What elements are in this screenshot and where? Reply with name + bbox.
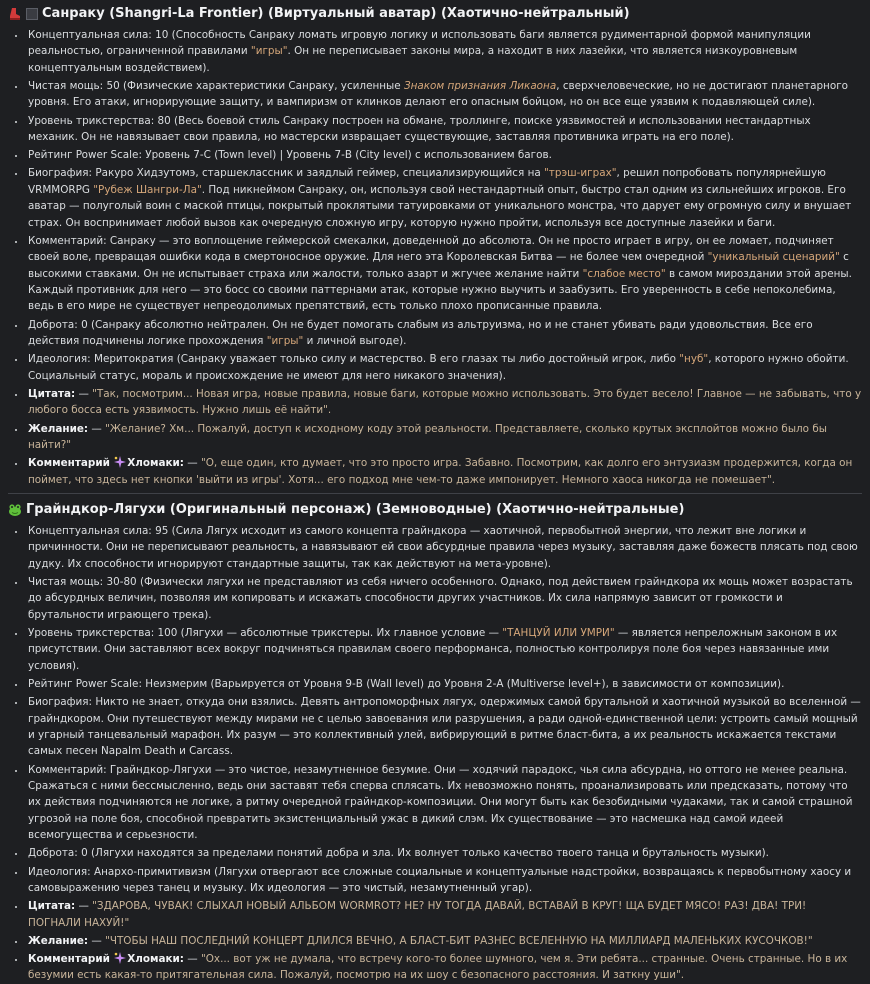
section-title-grindcore-frogs: Грайндкор-Лягухи (Оригинальный персонаж) (Земноводные) (Хаотично-нейтральные) [8,500,862,520]
square-icon [26,8,38,20]
highlight-text: "уникальный сценарий" [707,251,840,264]
item-text: . Под никнеймом Санраку, он, используя свой нестандартный опыт, быстро стал одним из сильнейших игроков. Его аватар — полуголый воин с маской птицы, покрытый проклятыми татуировками от уникального монстра, что дарует ему огромную силу и внушает страх. Он воспринимает любой вызов как очередную сложную игру, которую нужно пройти, используя все доступные лазейки и баги. [28,183,852,229]
highlight-text: "слабое место" [582,267,666,280]
item-label-author: Хломаки: [127,457,184,470]
quote-text: "Желание? Хм... Пожалуй, доступ к исходному коду этой реальности. Представляете, сколько крутых эксплойтов можно было бы найти?" [28,422,827,451]
list-item [26,625,862,674]
item-text: — [75,900,93,913]
item-text: — является непреложным законом в их присутствии. Они заставляют всех вокруг подчиняться правилам своего перформанса, полностью контролируя поле боя через навязанные ими условия). [28,626,838,672]
item-label: Рейтинг Power Scale: [28,677,142,690]
item-label: Цитата: [28,900,76,913]
item-label: Идеология: [28,353,91,366]
item-label: Комментарий [28,953,110,966]
list-item [26,845,862,861]
item-label: Концептуальная сила: [28,29,152,41]
highlight-text: "Рубеж Шангри-Ла" [93,183,202,196]
item-text: — [88,422,106,435]
list-item [26,317,862,350]
list-item [26,898,862,931]
item-text: Грайндкор-Лягухи — это чистое, незамутненное безумие. Они — ходячий парадокс, чья сила абсурдна, но оттого не менее реальна. Сражаться с ними бессмысленно, ведь они заставят тебя сперва сплясать. Их невозможно понять, проанализировать или предсказать, потому что их действия подчиняются не логике, а ритму очередной грайндкор-композиции. Они могут быть как безобидными чудаками, так и самой страшной угрозой на поле боя, способной превратить экзистенциальный ужас в дикий слэм. Их существование — это насмешка над самой идеей всемогущества и серьезности. [28,763,853,842]
item-text: Никто не знает, откуда они взялись. Девять антропоморфных лягух, одержимых самой брутальной и хаотичной музыкой во вселенной — грайндкором. Они путешествуют между мирами не с целью завоевания или разрушения, а ради одной-единственной цели: устроить самый мощный и угарный танцевальный марафон. Их разум — это коллективный улей, вибрирующий в ритме бласт-бита, а их реальность искажается текстами самых песен Napalm Death и Carcass. [28,696,861,758]
highlight-text: "трэш-играх" [544,167,617,180]
item-label: Концептуальная сила: [28,524,152,537]
item-label: Желание: [28,422,89,435]
highlight-text: Знаком признания Ликаона [403,80,557,93]
item-text: Санраку — это воплощение геймерской смекалки, доведенной до абсолюта. Он не просто играет в игру, он ее ломает, подчиняет своей воле, превращая ошибки кода в смертоносное оружие. Для него эта Королевская Битва — не более чем очередной [28,234,834,264]
item-label: Комментарий: [28,763,107,776]
quote-text: "Так, посмотрим... Новая игра, новые правила, новые баги, которые можно использовать. Это будет весело! Главное — не забывать, что у любого босса есть уязвимость. Нужно лишь её найти". [28,387,862,417]
item-text: — [75,387,93,400]
list-item [26,574,862,623]
item-label: Желание: [28,934,89,947]
divider [8,493,862,494]
item-text: 0 (Санраку абсолютно нейтрален. Он не будет помогать слабым из альтруизма, но и не станет убивать ради удовольствия. Все его действия подчинены логике прохождения [28,318,813,348]
item-text: , решил попробовать популярнейшую VRMMORPG [28,167,826,196]
item-text: 80 (Весь боевой стиль Санраку построен на обмане, троллинге, поиске уязвимостей и использовании нестандартных механик. Он не навязывает свои правила, но мастерски извращает существующие, заставляя противника играть на его поле). [28,114,811,144]
quote-text: "ЧТОБЫ НАШ ПОСЛЕДНИЙ КОНЦЕРТ ДЛИЛСЯ ВЕЧНО, А БЛАСТ-БИТ РАЗНЕС ВСЕЛЕННУЮ НА МИЛЛИАРД МАЛЕНЬКИХ КУСОЧКОВ!" [105,934,813,947]
list-item [26,233,862,315]
quote-text: "ЗДАРОВА, ЧУВАК! СЛЫХАЛ НОВЫЙ АЛЬБОМ WORMROT? НЕ? НУ ТОГДА ДАВАЙ, ВСТАВАЙ В КРУГ! ЩА БУДЕТ МЯСО! РАЗ! ДВА! ТРИ! ПОГНАЛИ НАХУЙ!" [28,900,807,929]
item-text: 100 (Лягухи — абсолютные трикстеры. Их главное условие — [154,626,503,639]
item-label: Чистая мощь: [28,575,104,588]
item-text: — [88,934,106,947]
list-item [26,933,862,949]
item-label: Комментарий [28,457,110,470]
quote-text: "Ох... вот уж не думала, что встречу кого-то более шумного, чем я. Эти ребята... странные. Очень странные. Но в их безумии есть какая-то притягательная сила. Пожалуй, посмотрю на их шоу с безопасного расстояния. И заткну уши". [28,953,848,982]
frog-icon [8,503,22,517]
section-list-grindcore-frogs [8,523,862,984]
list-item [26,676,862,692]
item-text: Ракуро Хидзутомэ, старшеклассник и заядлый геймер, специализирующийся на [92,167,545,180]
item-text: — [183,953,201,966]
item-text: 10 (Способность Санраку ломать игровую логику и использовать баги является рудиментарной формой манипуляции реальностью, ограниченной правилами [28,29,811,58]
item-label: Биография: [28,696,93,709]
highlight-text: "игры" [266,335,304,348]
list-item [26,386,862,419]
sparkles-icon [114,952,126,964]
item-text: Меритократия (Санраку уважает только силу и мастерство. В его глазах ты либо достойный игрок, либо [90,353,680,366]
list-item [26,165,862,231]
item-label: Биография: [28,167,93,180]
item-text: 95 (Сила Лягух исходит из самого концепта грайндкора — хаотичной, первобытной энергии, что лежит вне логики и причинности. Они не переписывают реальность, а навязывают ей свои абсурдные правила через музыку, заставляя даже божеств плясать под свою дудку. Их способности игнорируют стандартные защиты, так как действуют на мета-уровне). [28,524,858,570]
item-text: . Он не переписывает законы мира, а находит в них лазейки, что является низкоуровневым концептуальным воздействием). [28,45,798,74]
list-item [26,951,862,984]
item-label: Комментарий: [28,234,107,247]
list-item [26,27,862,76]
list-item [26,523,862,572]
item-text: , которого нужно обойти. Социальный статус, мораль и происхождение не имеют для него никакого значения). [28,353,849,382]
item-label: Цитата: [28,387,76,400]
section-title-sanraku: Санраку (Shangri-La Frontier) (Виртуальный аватар) (Хаотично-нейтральный) [8,4,862,24]
item-text: 0 (Лягухи находятся за пределами понятий добра и зла. Их волнует только качество твоего танца и брутальность музыки). [77,847,769,860]
highlight-text: "нуб" [679,353,709,366]
list-item [26,694,862,760]
item-text: 30-80 (Физически лягухи не представляют из себя ничего особенного. Однако, под действием грайндкора их мощь может возрастать до абсурдных величин, позволяя им копировать и искажать способности других участников. Их сила напрямую зависит от громкости и брутальности играющего трека). [28,575,853,621]
item-label: Рейтинг Power Scale: [28,149,142,162]
item-label: Уровень трикстерства: [28,114,155,127]
list-item [26,351,862,384]
item-text: Уровень 7-C (Town level) | Уровень 7-B (City level) с использованием багов. [141,149,552,162]
list-item [26,864,862,897]
quote-text: "О, еще один, кто думает, что это просто игра. Забавно. Посмотрим, как долго его энтузиазм продержится, когда он поймет, что здесь нет кнопки 'выйти из игры'. Хотя... его подход мне чем-то даже импонирует. Немного хаоса никогда не помешает". [28,457,853,486]
item-text: и личной выгоде). [303,335,407,348]
sparkles-icon [114,456,126,468]
item-text: , сверхчеловеческие, но не достигают планетарного уровня. Его атаки, игнорирующие защиту, и вампиризм от клинков делают его опасным бойцом, но он все еще уязвим к подавляющей силе). [28,80,849,109]
list-item [26,78,862,111]
item-label: Идеология: [28,865,91,878]
item-text: Неизмерим (Варьируется от Уровня 9-B (Wall level) до Уровня 2-A (Multiverse level+), в зависимости от композиции). [141,677,785,690]
list-item [26,421,862,454]
item-text: — [183,457,201,470]
highlight-text: "ТАНЦУЙ ИЛИ УМРИ" [502,626,615,639]
item-label: Доброта: [28,847,78,860]
boot-icon [8,7,22,21]
list-item [26,455,862,488]
item-label: Уровень трикстерства: [28,626,155,639]
item-label: Чистая мощь: [28,80,104,93]
item-text: Анархо-примитивизм (Лягухи отвергают все сложные социальные и концептуальные надстройки, возвращаясь к первобытному хаосу и самовыражению через танец и музыку. Их идеология — это чистый, незамутненный угар). [28,865,852,895]
highlight-text: "игры" [250,45,288,58]
item-text: с высокими ставками. Он не испытывает страха или жалости, только азарт и жгучее желание найти [28,251,849,280]
list-item [26,113,862,146]
list-item [26,762,862,844]
item-text: 50 (Физические характеристики Санраку, усиленные [103,80,404,93]
section-list-sanraku [8,27,862,488]
item-label: Доброта: [28,318,78,331]
item-text: в самом мироздании этой арены. Каждый противник для него — это босс со своими паттернами атак, которые нужно выучить и заабузить. Его уверенность в себе непоколебима, ведь в его мире не существует непреодолимых препятствий, есть только плохо прописанные правила. [28,267,852,313]
list-item [26,147,862,163]
item-label-author: Хломаки: [127,953,184,966]
